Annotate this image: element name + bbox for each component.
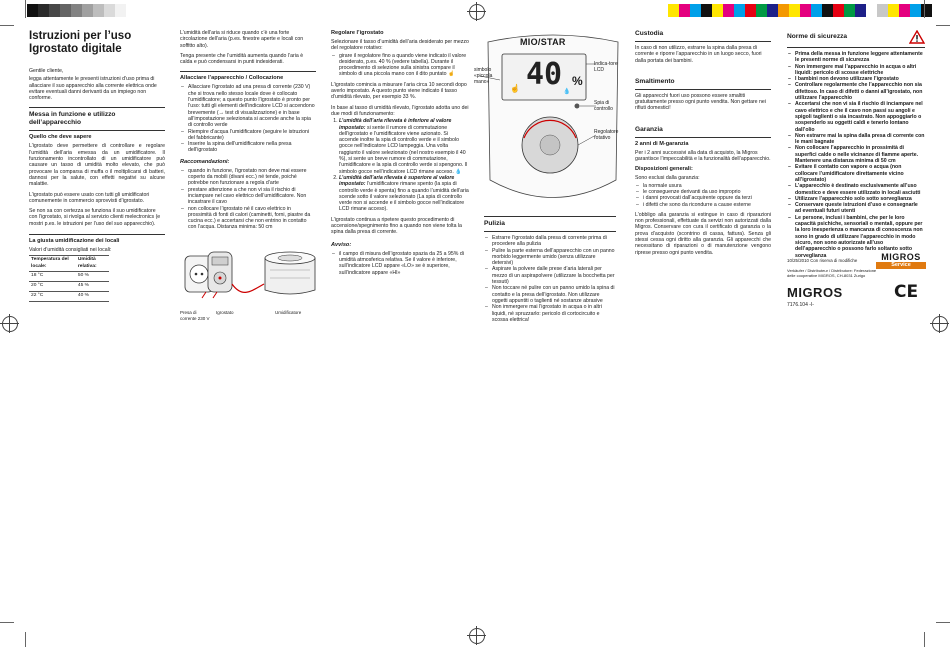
color-swatch [789, 4, 800, 17]
notice-heading: Avviso: [331, 241, 352, 248]
color-swatch [833, 4, 844, 17]
hygrostat-device-icon [208, 252, 232, 292]
warning-icon [909, 30, 925, 44]
migros-service-wordmark: MIGROS [881, 252, 921, 262]
case-title: L’umidità dell’aria rilevata è superiore al valore impostato: [339, 174, 455, 188]
list-item: – Conservare queste istruzioni d’uso e consegnarle ad eventuali futuri utenti [795, 202, 925, 215]
color-swatch [60, 4, 71, 17]
paragraph: In caso di non utilizzo, estrarre la spina dalla presa di corrente e riporre l’apparecchio in un luogo secco, fuori dalla portata dei bambini. [635, 45, 762, 64]
hand-symbol-icon: ☝ [510, 84, 520, 93]
color-swatch [712, 4, 723, 17]
color-swatch [910, 4, 921, 17]
column-safety [787, 30, 925, 263]
color-swatch [811, 4, 822, 17]
registration-mark [469, 628, 485, 644]
divider [484, 231, 616, 232]
label-lcd: Indica-tore LCD [594, 61, 618, 73]
lcd-reading: 40 [526, 57, 563, 92]
section-heading: Garanzia [635, 125, 663, 133]
crop-mark [924, 0, 925, 18]
registration-mark [2, 316, 18, 332]
table-header-row [29, 256, 109, 272]
list-item [339, 175, 469, 213]
section-heading: Allacciare l’apparecchio / Collocazione [180, 75, 284, 82]
paragraph: L’igrostato deve permettere di controllare e regolare l’umidità dell’aria emessa da un umidificatore. Il funzionamento incontrollato di un umidificatore può causare un tasso di umidità molto elevato, che può provocare la comparsa di muffa o il moltiplicarsi di batteri, dannosi per la salute, con effetti negativi su alcune malattie. [29, 143, 165, 188]
divider [29, 130, 165, 131]
list-item: – Non toccare né pulire con un panno umido la spina di contatto e la presa dell’igrostato. Non utilizzare oggetti appuntiti o taglienti né sostanze abrasive [492, 285, 616, 304]
table-row [29, 281, 109, 291]
divider [29, 234, 165, 235]
color-swatch [855, 4, 866, 17]
color-swatch [723, 4, 734, 17]
section-heading: Messa in funzione e utilizzo dell’apparecchio [29, 111, 116, 127]
table-cell: 20 °C [29, 281, 76, 291]
case-text: si sente il rumore di commutazione dell’igrostato e l’umidificatore viene azionato. Si accende inoltre la spia di controllo verde e il simbolo gocce nell’indicatore LCD lampeggia. Una volta raggiunto il valore selezionato (nel nostro esempio il 40 %), si sente un breve rumore di commutazione, l’umidificatore e la spia di controllo verde si spengono. Il simbolo gocce nell’indicatore LCD rimane acceso. [339, 124, 468, 175]
case-title: L’umidità dell’aria rilevata è inferiore al valore impostato: [339, 118, 452, 131]
recommendations-list [180, 168, 316, 231]
crop-mark [25, 632, 26, 647]
paragraph: L’igrostato continua a ripetere questo procedimento di accensione/spegnimento fino a quando non viene tolta la spina dalla presa di corrente. [331, 216, 462, 236]
list-item: – quando in funzione, l’igrostato non deve mai essere coperto da mobili (divani ecc.) né tende, poiché potrebbe non funzionare a regola d’arte [188, 168, 316, 187]
crop-mark [25, 0, 26, 18]
list-item: – Aspirare la polvere dalle prese d’aria laterali per mezzo di un aspirapolvere (utilizzare la bocchetta per tessuti) [492, 266, 616, 285]
cleaning-list [484, 235, 616, 323]
list-item: – Accertarsi che non vi sia il rischio di inciampare nel cavo elettrico e che il cavo non passi su angoli e spigoli taglienti o sia incastrato. Non appoggiarlo o sospenderlo su oggetti caldi e tenerlo lontano dall’olio [795, 101, 925, 132]
power-cable-icon [232, 284, 264, 292]
color-swatch [756, 4, 767, 17]
divider [29, 107, 165, 108]
color-swatch [690, 4, 701, 17]
list-item: – non collocare l’igrostato né il cavo elettrico in prossimità di fonti di calori (caminetti, forni, piastre da cucina ecc.) e accertarsi che non entrino in contatto con l’acqua. Distanza minima: 50 cm [188, 206, 316, 231]
paragraph: L’igrostato può essere usato con tutti gli umidificatori comunemente in commercio sprovvisti d’igrostato. [29, 191, 150, 204]
list-item: – la normale usura [643, 183, 771, 189]
table-subheading: Valori d’umidità consigliati nei locali: [29, 247, 112, 254]
vendor-note: Verkäufer / Distributeur / Distributore: Federazione delle cooperative MIGROS, CH-8031 Zurigo [787, 268, 877, 278]
list-item: – Prima della messa in funzione leggere attentamente le presenti norme di sicurezza [795, 51, 925, 64]
label-hand-symbol: simbolo «piccola mano» [474, 67, 493, 85]
humidity-table [29, 255, 109, 302]
column-intro [29, 30, 165, 302]
crop-mark [936, 622, 950, 623]
list-item: – Non immergere mai l’igrostato in acqua o in altri liquidi, né spruzzarlo: pericolo di cortocircuito e scossa elettrica! [492, 304, 616, 323]
table-cell: 18 °C [29, 271, 76, 281]
color-swatch [921, 4, 932, 17]
list-item: – Riempire d’acqua l’umidificatore (seguire le istruzioni del fabbricante) [188, 129, 316, 142]
divider [635, 89, 771, 90]
color-swatch [844, 4, 855, 17]
ce-mark: CE [894, 282, 919, 302]
crop-mark [936, 25, 950, 26]
color-swatch [71, 4, 82, 17]
list-item: – Evitare il contatto con vapore o acqua (non collocare l’umidificatore direttamente vicino all’igrostato) [795, 164, 925, 183]
caption-socket: Presa di corrente 230 V [180, 310, 210, 321]
list-item: – I bambini non devono utilizzare l’igrostato [795, 76, 925, 82]
color-swatch [800, 4, 811, 17]
table-cell: 45 % [76, 281, 109, 291]
crop-mark [924, 632, 925, 647]
list-item: – Utilizzare l’apparecchio solo sotto sorveglianza [795, 196, 925, 202]
lcd-unit: % [572, 74, 583, 88]
doc-title-line1: Istruzioni per l’uso [29, 30, 132, 42]
color-swatch [888, 4, 899, 17]
section-heading: Pulizia [484, 220, 505, 227]
list-item: – prestare attenzione a che non vi sia il rischio di inciampare nel cavo elettrico dell’umidificatore. Non incastrare il cavo [188, 187, 316, 206]
arrow-icon [202, 292, 217, 298]
regulate-list [331, 53, 469, 78]
paragraph: Se non sa con certezza se funziona il suo umidificatore con l’igrostato, si rivolga al servizio clienti melectronics (e mostri p.es. le istruzioni per l’uso del suo apparecchio). [29, 208, 161, 227]
migros-service-logo [876, 253, 926, 269]
list-item: – Non estrarre mai la spina dalla presa di corrente con le mani bagnate [795, 133, 925, 146]
drops-icon: 💧 [563, 89, 571, 95]
sub-heading: Disposizioni generali: [635, 166, 693, 173]
notice-list [331, 251, 469, 276]
color-swatch [93, 4, 104, 17]
paragraph: Gli apparecchi fuori uso possono essere smaltiti gratuitamente presso ogni punto vendita. Non gettare nei rifiuti domestici! [635, 92, 766, 112]
list-item: – Le persone, inclusi i bambini, che per le loro capacità psichiche, sensoriali o mentali, oppure per la loro inesperienza o mancanza di conoscenza non sono in grado di utilizzare l’apparecchio in modo sicuro, non sono autorizzate all’uso dell’apparecchio o possono farlo soltanto sotto sorveglianza [795, 215, 925, 259]
list-item [339, 53, 469, 78]
paragraph: L’umidità dell’aria si riduce quando c’è una forte circolazione dell’aria (p.es. finestre aperte e locali con soffitto alto). [180, 30, 304, 49]
list-item: – Controllare regolarmente che l’apparecchio non sia difettoso. In caso di difetti o danni all’igrostato, non utilizzare l’apparecchio [795, 82, 925, 101]
paragraph: L’igrostato comincia a misurare l’aria circa 10 secondi dopo averlo impostato. A questo punto viene indicato il tasso d’umidità rilevato, per esempio 33 %. [331, 81, 467, 101]
color-swatch [49, 4, 60, 17]
list-item: – il campo di misura dell’igrostato spazia da 25 a 95% di umidità atmosferica relativa. Se il valore è inferiore, sull’indicatore LCD appare «LO» se è superiore, sull’indicatore appare «HI» [339, 251, 469, 276]
list-item-text: girare il regolatore fino a quando viene indicato il valore desiderato, p.es. 40 % (vedere tabella). Durante il procedimento di selezione sulla sinistra compare il simbolo di una piccola mano con il dito puntato [339, 52, 467, 78]
divider [484, 216, 616, 217]
table-header-cell: Temperatura del locale: [29, 256, 76, 272]
colorbar-right [668, 4, 932, 17]
caption-humidifier: Umidificatore [275, 310, 302, 315]
color-swatch [668, 4, 679, 17]
paragraph: Selezionare il tasso d’umidità dell’aria desiderato per mezzo del regolatore rotativo: [331, 39, 469, 52]
table-row [29, 271, 109, 281]
list-item: – L’apparecchio è destinato esclusivamente all’uso domestico e deve essere utilizzato in locali asciutti [795, 183, 925, 196]
doc-title-line2: Igrostato digitale [29, 43, 122, 55]
color-swatch [104, 4, 115, 17]
list-item: – i difetti che sono da ricondurre a cause esterne [643, 202, 771, 208]
list-item: – Pulire la parte esterna dell’apparecchio con un panno morbido leggermente umido (senza utilizzare detersivi) [492, 248, 616, 267]
drops-icon: 💧 [455, 168, 462, 175]
list-item: – Non collocare l’apparecchio in prossimità di superfici calde o nelle vicinanze di fiamme aperte. Mantenere una distanza minima di 50 cm [795, 145, 925, 164]
paragraph: Tenga presente che l’umidità aumenta quando l’aria è calda e può condensarsi in punti indesiderati. [180, 52, 304, 66]
section-heading: Smaltimento [635, 77, 675, 85]
paragraph: Per i 2 anni successivi alla data di acquisto, la Migros garantisce l’impeccabilità e la funzionalità dell’apparecchio. [635, 149, 771, 163]
safety-list [787, 51, 925, 259]
device-brand: MIO/STAR [520, 37, 566, 47]
color-swatch [115, 4, 126, 17]
color-swatch [701, 4, 712, 17]
date-note: 10/25/2010 Con riserva di modifiche [787, 258, 858, 263]
section-heading: Regolare l’igrostato [331, 30, 384, 36]
colorbar-left [27, 4, 137, 17]
color-swatch [38, 4, 49, 17]
table-row [29, 291, 109, 301]
humidifier-icon [265, 252, 315, 294]
paragraph: In base al tasso di umidità rilevato, l’igrostato adotta uno dei due modi di funzionamento: [331, 104, 469, 117]
paragraph: Sono esclusi dalla garanzia: [635, 175, 700, 182]
item-number: 7176.104 -I- [787, 302, 814, 308]
column-storage-warranty [635, 30, 771, 260]
list-item: – Estrarre l’igrostato dalla presa di corrente prima di procedere alla pulizia [492, 235, 616, 248]
intro-text: legga attentamente le presenti istruzioni d’uso prima di allacciare il suo apparecchio alla corrente elettrica onde evitare eventuali danni derivanti da un impiego non conforme. [29, 76, 157, 102]
column-regulate [331, 30, 469, 280]
divider [635, 137, 771, 138]
recommendations-heading: Raccomandazioni: [180, 158, 230, 165]
paragraph: L’obbligo alla garanzia si estingue in caso di riparazioni non professionali, effettuate da servizi non autorizzati dalla Migros. Conservare con cura il certificato di garanzia o la prova d’acquisto (scontrino di cassa, fattura). Senza gli stessi cessa ogni diritto alla garanzia. Gli apparecchi che necessitano di riparazioni o di manutenzione vengono riprese presso ogni punto vendita. [635, 211, 771, 256]
table-cell: 40 % [76, 291, 109, 301]
modes-list [331, 118, 469, 212]
registration-mark [932, 316, 948, 332]
service-word: Service [876, 262, 926, 269]
crop-mark [0, 25, 14, 26]
list-item: – Inserire la spina dell’umidificatore nella presa dell’igrostato [188, 141, 316, 154]
rotary-knob-center [540, 135, 560, 155]
sub-heading: 2 anni di M-garanzia [635, 140, 689, 147]
color-swatch [745, 4, 756, 17]
label-control-light: Spia di controllo [594, 100, 613, 112]
hand-symbol-icon: ☝ [448, 71, 455, 78]
table-cell: 50 % [76, 271, 109, 281]
color-swatch [778, 4, 789, 17]
migros-logo: MIGROS [787, 285, 843, 300]
case-text: l’umidificatore rimane spento (la spia di controllo verde è spenta) fino a quando l’umidità dell’aria scende sotto il valore selezionato (La spia di controllo verde non si accende e il simbolo gocce nell’indicatore LCD rimane acceso). [339, 181, 469, 213]
divider [635, 41, 771, 42]
color-swatch [734, 4, 745, 17]
table-header-cell: Umidità relativa: [76, 256, 109, 272]
caption-hygrostat: Igrostato [216, 310, 234, 315]
sub-heading: Quello che deve sapere [29, 134, 92, 141]
color-swatch [126, 4, 137, 17]
exclusions-list [635, 183, 771, 208]
greeting: Gentile cliente, [29, 68, 64, 74]
color-swatch [82, 4, 93, 17]
color-swatch [877, 4, 888, 17]
list-item: – le conseguenze derivanti da uso improprio [643, 189, 771, 195]
color-swatch [679, 4, 690, 17]
color-swatch [822, 4, 833, 17]
color-swatch [866, 4, 877, 17]
column-setup [180, 30, 316, 235]
section-heading: Norme di sicurezza [787, 33, 848, 40]
color-swatch [27, 4, 38, 17]
setup-illustration [180, 238, 320, 308]
table-heading: La giusta umidificazione dei locali [29, 238, 120, 245]
list-item [339, 118, 469, 175]
color-swatch [767, 4, 778, 17]
divider [180, 71, 316, 72]
list-item: – i danni provocati dall’acquirente oppure da terzi [643, 195, 771, 201]
list-item: – Allacciare l’igrostato ad una presa di corrente (230 V) che si trova nello stesso locale dove è collocato l’umidificatore; a questo punto l’igrostato è pronto per l’uso: tutti gli elementi dell’indicatore LCD si accendono brevemente (→ test di visualizzazione) e in base all’impostazione selezionata si accende anche la spia di controllo verde [188, 84, 316, 128]
setup-list [180, 84, 316, 153]
section-heading: Custodia [635, 30, 664, 37]
control-light-icon [575, 104, 580, 109]
registration-mark [469, 4, 485, 20]
list-item: – Non immergere mai l’apparecchio in acqua o altri liquidi: pericolo di scosse elettriche [795, 64, 925, 77]
color-swatch [899, 4, 910, 17]
column-cleaning [484, 213, 616, 327]
table-cell: 22 °C [29, 291, 76, 301]
divider [787, 47, 925, 48]
label-rotary-knob: Regolatore rotativo [594, 129, 619, 141]
crop-mark [0, 622, 14, 623]
